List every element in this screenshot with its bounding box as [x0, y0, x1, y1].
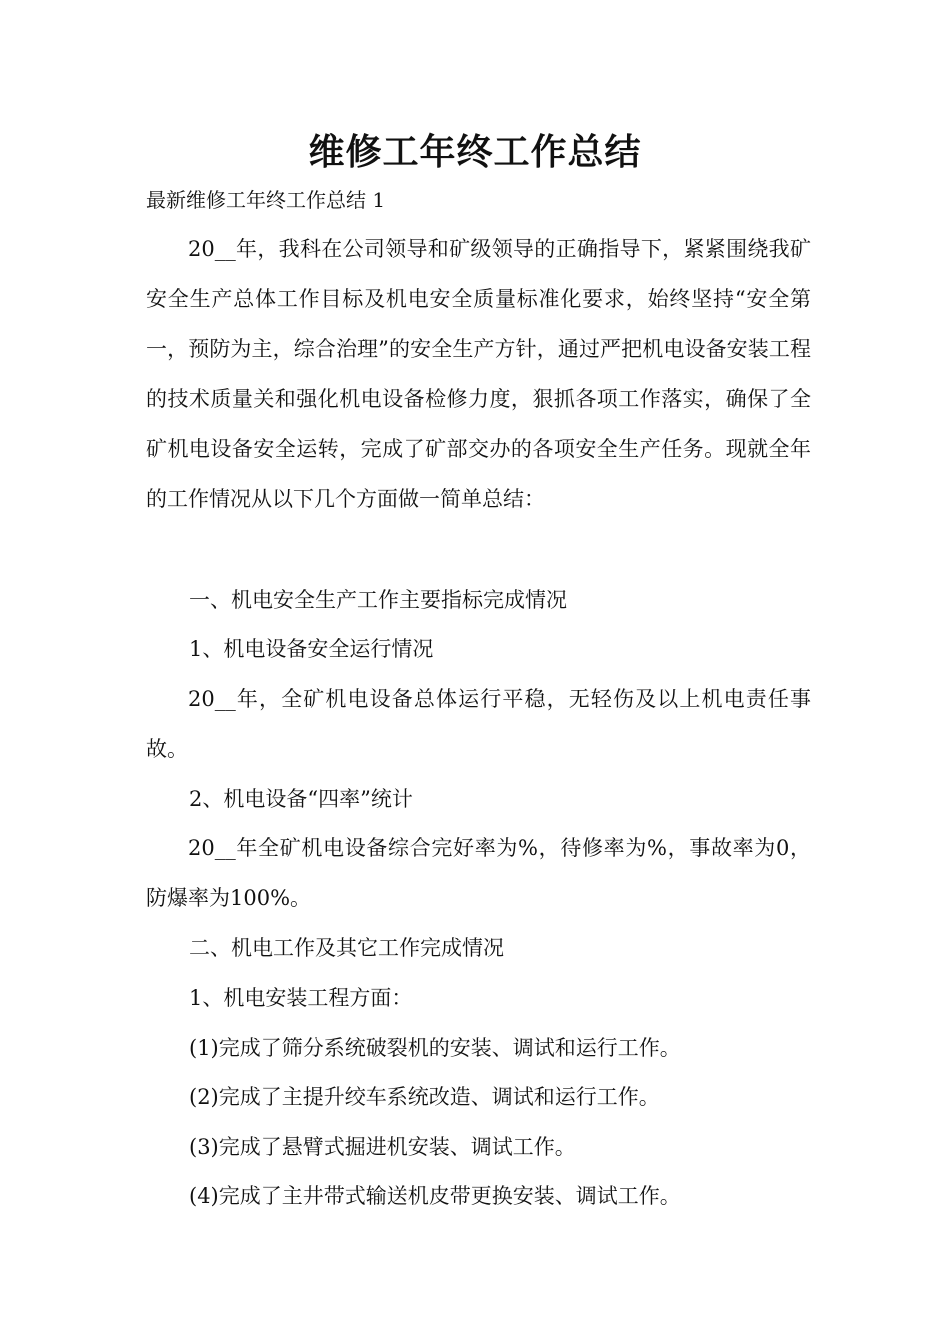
task-item: (1)完成了筛分系统破裂机的安装、调试和运行工作。: [189, 1036, 681, 1060]
section1-item1-heading: 1、机电设备安全运行情况: [189, 637, 434, 661]
section1-item1-text: 20__年，全矿机电设备总体运行平稳，无轻伤及以上机电责任事故。: [146, 687, 811, 761]
intro-paragraph: 20__年，我科在公司领导和矿级领导的正确指导下，紧紧围绕我矿安全生产总体工作目标及机电安全质量标准化要求，始终坚持“安全第一，预防为主，综合治理”的安全生产方针，通过严把机电设备安装工程的技术质量关和强化机电设备检修力度，狠抓各项工作落实，确保了全矿机电设备安全运转，完成了矿部交办的各项安全生产任务。现就全年的工作情况从以下几个方面做一简单总结：: [146, 237, 811, 511]
task-item: (4)完成了主井带式输送机皮带更换安装、调试工作。: [189, 1184, 681, 1208]
document-title: 维修工年终工作总结: [308, 131, 642, 173]
section1-item2-heading: 2、机电设备“四率”统计: [189, 787, 413, 811]
section1-item2-text: 20__年全矿机电设备综合完好率为%，待修率为%，事故率为0，防爆率为100%。: [146, 836, 811, 910]
section2-item1-heading: 1、机电安装工程方面：: [189, 986, 413, 1010]
task-item: (3)完成了悬臂式掘进机安装、调试工作。: [189, 1135, 576, 1159]
task-item: (2)完成了主提升绞车系统改造、调试和运行工作。: [189, 1085, 660, 1109]
section2-heading: 二、机电工作及其它工作完成情况: [189, 936, 504, 960]
section1-heading: 一、机电安全生产工作主要指标完成情况: [189, 588, 567, 612]
document-subtitle: 最新维修工年终工作总结 1: [146, 188, 386, 212]
